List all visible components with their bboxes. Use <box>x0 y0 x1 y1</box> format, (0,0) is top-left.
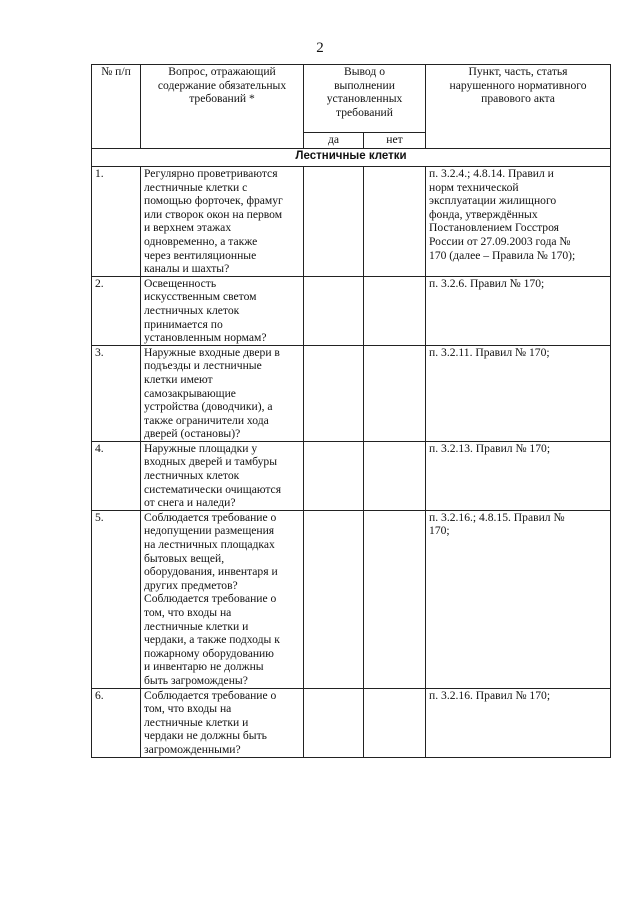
table-row <box>92 345 611 441</box>
yes-cell[interactable] <box>304 688 364 757</box>
header-number: № п/п <box>92 65 141 149</box>
row-reference: п. 3.2.11. Правил № 170; <box>426 345 611 441</box>
row-number: 3. <box>92 345 141 441</box>
row-number: 4. <box>92 441 141 510</box>
row-question: Наружные площадки у входных дверей и тамбуры лестничных клеток систематически очищаются от снега и наледи? <box>141 441 304 510</box>
table-row <box>92 510 611 688</box>
no-cell[interactable] <box>364 276 426 345</box>
no-cell[interactable] <box>364 441 426 510</box>
row-question: Освещенность искусственным светом лестничных клеток принимается по установленным нормам? <box>141 276 304 345</box>
requirements-table <box>91 64 611 758</box>
row-reference: п. 3.2.6. Правил № 170; <box>426 276 611 345</box>
header-question: Вопрос, отражающий содержание обязательных требований * <box>141 65 304 149</box>
no-cell[interactable] <box>364 345 426 441</box>
yes-cell[interactable] <box>304 276 364 345</box>
row-question: Соблюдается требование о том, что входы на лестничные клетки и чердаки не должны быть загроможденными? <box>141 688 304 757</box>
header-no: нет <box>364 133 426 149</box>
yes-cell[interactable] <box>304 167 364 277</box>
table-row <box>92 167 611 277</box>
row-question: Регулярно проветриваются лестничные клетки с помощью форточек, фрамуг или створок окон на первом и верхнем этажах одновременно, а также через вентиляционные каналы и шахты? <box>141 167 304 277</box>
yes-cell[interactable] <box>304 441 364 510</box>
table-row <box>92 688 611 757</box>
row-reference: п. 3.2.13. Правил № 170; <box>426 441 611 510</box>
table-row <box>92 441 611 510</box>
row-reference: п. 3.2.16.; 4.8.15. Правил № 170; <box>426 510 611 688</box>
row-number: 1. <box>92 167 141 277</box>
header-conclusion: Вывод о выполнении установленных требований <box>304 65 426 133</box>
row-reference: п. 3.2.4.; 4.8.14. Правил и норм технической эксплуатации жилищного фонда, утверждённых Постановлением Госстроя России от 27.09.2003 года № 170 (далее – Правила № 170); <box>426 167 611 277</box>
row-number: 5. <box>92 510 141 688</box>
row-reference: п. 3.2.16. Правил № 170; <box>426 688 611 757</box>
row-number: 6. <box>92 688 141 757</box>
no-cell[interactable] <box>364 688 426 757</box>
page-number: 2 <box>316 40 324 56</box>
yes-cell[interactable] <box>304 345 364 441</box>
header-reference: Пункт, часть, статья нарушенного нормативного правового акта <box>426 65 611 149</box>
no-cell[interactable] <box>364 510 426 688</box>
row-question: Наружные входные двери в подъезды и лестничные клетки имеют самозакрывающие устройства (доводчики), а также ограничители хода дверей (остановы)? <box>141 345 304 441</box>
yes-cell[interactable] <box>304 510 364 688</box>
row-number: 2. <box>92 276 141 345</box>
header-yes: да <box>304 133 364 149</box>
section-title: Лестничные клетки <box>92 149 611 167</box>
table-row <box>92 276 611 345</box>
no-cell[interactable] <box>364 167 426 277</box>
row-question: Соблюдается требование о недопущении размещения на лестничных площадках бытовых вещей, оборудования, инвентаря и других предметов? Соблюдается требование о том, что входы на лестничные клетки и чердаки, а также подходы к пожарному оборудованию и инвентарю не должны быть загромождены? <box>141 510 304 688</box>
